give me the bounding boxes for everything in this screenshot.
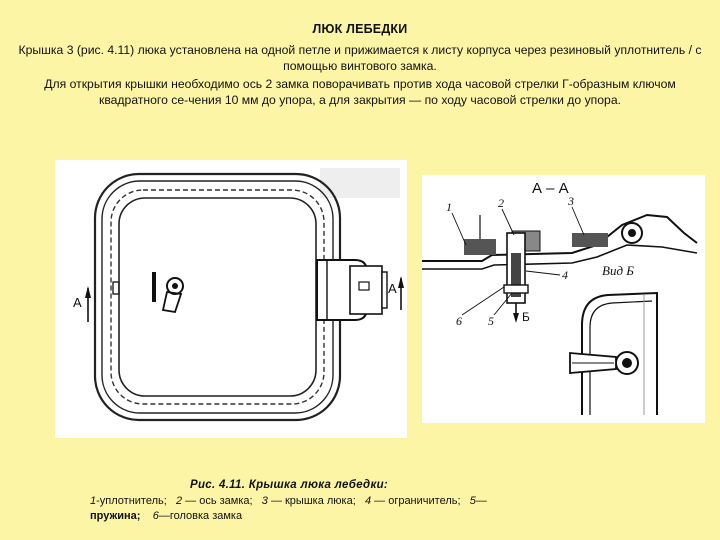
figure-cover-top-view [55,160,407,438]
legend-3-text: — крышка люка; [270,495,356,507]
section-label-right: А [388,281,397,296]
legend-5-num: 5 [469,495,476,507]
figure-caption-title: Рис. 4.11. Крышка люка лебедки: [190,479,389,491]
section-label-left: А [73,295,82,310]
label-3: 3 [568,194,574,208]
paragraph-2: Для открытия крышки необходимо ось 2 замка поворачивать против хода часовой стрелки Г-образным ключом квадратного се-чения 10 мм до упора, а для закрытия — по ходу часовой стрелки до упора. [44,77,676,107]
page-title: ЛЮК ЛЕБЕДКИ [312,22,408,36]
legend-5-dash: — [475,495,487,507]
label-2: 2 [498,196,504,210]
legend-1-text: -уплотнитель; [96,495,167,507]
paragraph-1: Крышка 3 (рис. 4.11) люка установлена на одной петле и прижимается к листу корпуса через резиновый уплотнитель / с помощью винтового замка. [18,43,702,73]
legend-2-num: 2 [175,495,183,507]
legend-3-num: 3 [261,495,268,507]
cover-drawing [55,160,407,438]
label-6: 6 [456,314,462,328]
legend-4-num: 4 [364,495,372,507]
b-marker-label: Б [522,310,530,324]
legend-1-num: 1 [90,495,97,507]
legend-5-text: пружина; [90,510,141,522]
view-b-title: Вид Б [602,263,634,278]
lock-limiter [152,272,156,302]
label-1: 1 [446,200,452,214]
figure-caption-legend [90,494,650,524]
label-4: 4 [562,268,568,282]
section-title: А – А [532,180,569,197]
legend-4-text: — ограничитель; [374,495,461,507]
legend-2-text: — ось замка; [185,495,253,507]
figure-section-view [422,175,705,423]
label-5: 5 [488,314,494,328]
legend-6-num: 6 [152,510,159,522]
legend-6-text: —головка замка [158,510,243,522]
section-drawing [422,175,705,423]
